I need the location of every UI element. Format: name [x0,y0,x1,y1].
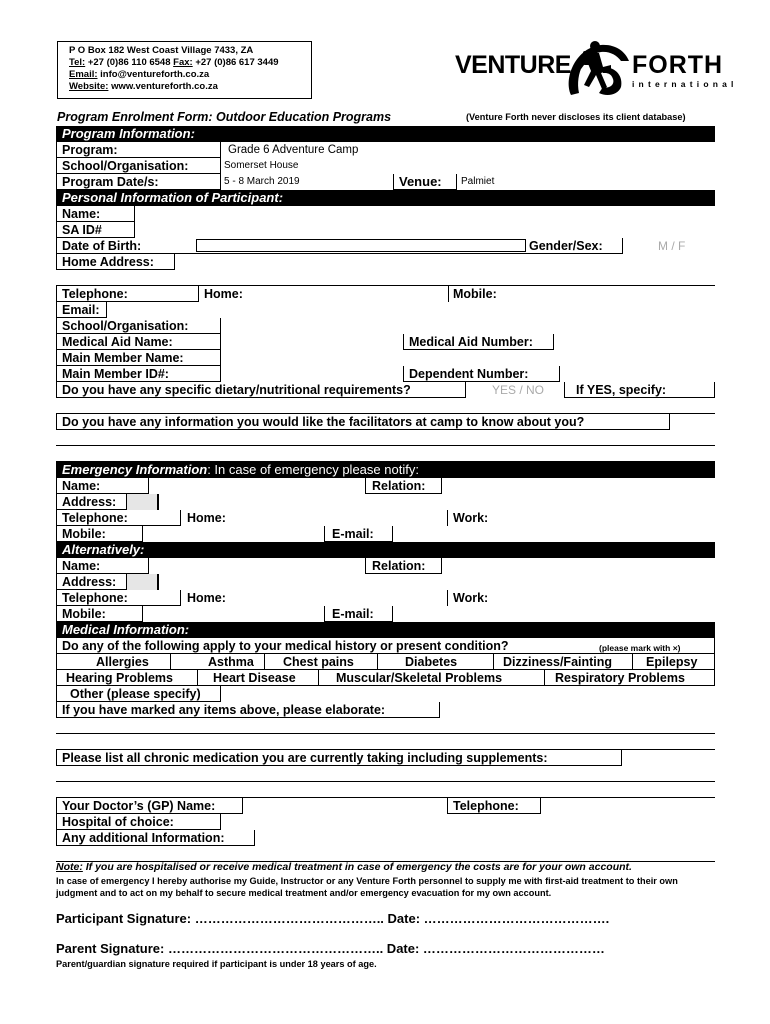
tel-value: +27 (0)86 110 6548 [87,57,171,68]
consent-text: In case of emergency I hereby authorise my Guide, Instructor or any Venture Forth personnel to supply me with first-aid treatment to their own judgment and to act on my behalf to secure medical treatment and/or emergency evacuation for my own account. [56,876,678,898]
note-text: If you are hospitalised or receive medical treatment in case of emergency the costs are for your own account. [82,861,632,873]
section-participant [56,190,715,206]
dietary-question: Do you have any specific dietary/nutritional requirements? [62,383,411,397]
gender-label: Gender/Sex: [529,239,603,253]
doctor-label: Your Doctor’s (GP) Name: [62,799,216,813]
alt-telephone-divider [447,590,448,606]
em-address-label: Address: [62,495,117,509]
divider [493,654,494,670]
alt-telephone-row [56,590,715,606]
em-name-row [56,478,715,494]
alt-name-label: Name: [62,559,101,573]
alt-work-label: Work: [453,591,489,605]
additional-label: Any additional Information: [62,831,225,845]
contact-box [57,41,312,99]
em-mobile-row [56,526,715,542]
conditions-row-2 [56,670,715,686]
email-field[interactable] [106,302,715,318]
if-yes-label: If YES, specify: [576,383,667,397]
hiker-icon [563,37,633,99]
elaborate-row-3[interactable] [56,734,715,750]
dietary-row [56,382,715,398]
sa-id-label: SA ID# [62,223,102,237]
chronic-label: Please list all chronic medication you are currently taking including supplements: [62,751,548,765]
other-row [56,686,715,702]
condition-diabetes[interactable]: Diabetes [405,655,458,669]
telephone-row [56,286,715,302]
website-label: Website: [69,81,109,92]
school-org-row [56,318,715,334]
em-mobile-field[interactable] [142,526,325,542]
medical-aid-row [56,334,715,350]
enrolment-form [56,126,715,862]
medical-question-row [56,638,715,654]
dates-value: 5 - 8 March 2019 [224,176,300,187]
gender-options: M / F [658,239,686,253]
venue-label: Venue: [399,174,442,189]
em-address-row [56,494,715,510]
school-label: School/Organisation: [62,159,189,173]
em-relation-label: Relation: [372,479,426,493]
condition-asthma[interactable]: Asthma [208,655,254,669]
alt-telephone-label: Telephone: [62,591,128,605]
privacy-note: (Venture Forth never discloses its client database) [466,112,686,122]
condition-epilepsy[interactable]: Epilepsy [646,655,698,669]
address-row [56,254,715,270]
alt-email-field[interactable] [392,606,715,622]
dependent-field[interactable] [559,366,715,382]
doctor-telephone-label: Telephone: [453,799,519,813]
divider [318,670,319,686]
condition-heart[interactable]: Heart Disease [213,671,296,685]
chronic-row [56,750,715,766]
logo-word-international: international [632,79,738,89]
email-row [56,302,715,318]
em-home-label: Home: [187,511,226,525]
hospital-cost-note [56,861,632,873]
alt-header: Alternatively: [62,542,145,557]
chronic-row-3[interactable] [56,782,715,798]
hospital-field[interactable] [220,814,715,830]
condition-respiratory[interactable]: Respiratory Problems [555,671,685,685]
logo-word-forth: FORTH [632,51,724,79]
address-row-2[interactable] [56,270,715,286]
name-label: Name: [62,207,101,221]
em-name-label: Name: [62,479,101,493]
em-name-field[interactable] [148,478,366,494]
medical-header: Medical Information: [62,622,190,637]
website-value: www.ventureforth.co.za [111,81,218,92]
divider [197,670,198,686]
alt-email-label: E-mail: [332,607,374,621]
additional-row-2[interactable] [56,846,715,862]
contact-phone-line [69,57,311,69]
contact-website-line [69,81,311,93]
sa-id-row [56,222,715,238]
dietary-yes-no: YES / NO [492,383,545,397]
main-member-label: Main Member Name: [62,351,184,365]
other-label: Other (please specify) [70,687,201,701]
alt-mobile-row [56,606,715,622]
mark-hint: (please mark with ×) [599,643,681,653]
program-value: Grade 6 Adventure Camp [228,144,359,156]
emergency-header-rest: : In case of emergency please notify: [207,462,419,477]
em-mobile-label: Mobile: [62,527,106,541]
hospital-label: Hospital of choice: [62,815,174,829]
fax-value: +27 (0)86 617 3449 [195,57,279,68]
medical-question: Do any of the following apply to your medical history or present condition? [62,639,509,653]
elaborate-row-2[interactable] [56,718,715,734]
dates-row [56,174,715,190]
section-title: Program Information: [62,126,195,141]
em-telephone-label: Telephone: [62,511,128,525]
divider [170,654,171,670]
em-email-field[interactable] [392,526,715,542]
main-member-id-field[interactable] [220,366,404,382]
address-label: Home Address: [62,255,154,269]
alt-mobile-label: Mobile: [62,607,106,621]
alt-address-shade [126,574,158,590]
main-member-id-row [56,366,715,382]
condition-dizziness[interactable]: Dizziness/Fainting [503,655,613,669]
additional-field[interactable] [254,830,715,846]
em-telephone-row [56,510,715,526]
alt-name-field[interactable] [148,558,366,574]
section-medical [56,622,715,638]
conditions-row-1 [56,654,715,670]
alt-relation-field[interactable] [441,558,715,574]
school-org-field[interactable] [220,318,715,334]
main-member-field[interactable] [220,350,715,366]
medical-aid-field[interactable] [220,334,404,350]
section-program-info [56,126,715,142]
chronic-row-2[interactable] [56,766,715,782]
medical-aid-label: Medical Aid Name: [62,335,173,349]
school-value: Somerset House [224,160,299,171]
emergency-title [62,463,419,477]
facilitators-field[interactable] [669,414,715,430]
facilitators-row-3[interactable] [56,446,715,462]
additional-row [56,830,715,846]
logo-word-venture: VENTURE [455,51,571,79]
tel-label: Tel: [69,57,86,68]
em-address-shade [126,494,158,510]
telephone-divider [448,286,449,302]
alt-address-row [56,574,715,590]
email-label: Email: [62,303,100,317]
medical-aid-number-label: Medical Aid Number: [409,335,533,349]
address-field[interactable] [174,254,715,270]
home-label: Home: [204,287,243,301]
alt-name-row [56,558,715,574]
section-alternatively [56,542,715,558]
condition-hearing[interactable]: Hearing Problems [66,671,173,685]
elaborate-field[interactable] [439,702,715,718]
mobile-label: Mobile: [453,287,497,301]
sa-id-field[interactable] [134,222,715,238]
divider [632,654,633,670]
condition-muscular[interactable]: Muscular/Skeletal Problems [336,671,503,685]
program-label: Program: [62,143,118,157]
dietary-specify-row[interactable] [56,398,715,414]
school-row [56,158,715,174]
doctor-row [56,798,715,814]
medical-aid-number-field[interactable] [553,334,715,350]
em-address-field[interactable] [158,494,715,510]
email-value: info@ventureforth.co.za [100,69,210,80]
em-relation-field[interactable] [441,478,715,494]
form-title: Program Enrolment Form: Outdoor Education Programs [57,110,392,124]
venture-forth-logo [455,37,738,99]
alt-mobile-field[interactable] [142,606,325,622]
other-field[interactable] [220,686,715,702]
venue-field[interactable] [456,174,715,190]
name-row [56,206,715,222]
guardian-footnote: Parent/guardian signature required if participant is under 18 years of age. [56,959,377,969]
email-label: Email: [69,69,98,80]
elaborate-row [56,702,715,718]
doctor-telephone-field[interactable] [540,798,715,814]
dob-field[interactable] [196,239,526,252]
facilitators-row [56,414,715,430]
divider [377,654,378,670]
program-row [56,142,715,158]
alt-home-label: Home: [187,591,226,605]
telephone-label: Telephone: [62,287,128,301]
em-email-label: E-mail: [332,527,374,541]
school-org-label: School/Organisation: [62,319,189,333]
em-telephone-divider [447,510,448,526]
emergency-header: Emergency Information [62,462,208,477]
main-member-id-label: Main Member ID#: [62,367,169,381]
venue-value: Palmiet [461,176,495,187]
dates-label: Program Date/s: [62,175,159,189]
contact-address: P O Box 182 West Coast Village 7433, ZA [69,45,254,56]
fax-label: Fax: [173,57,193,68]
section-title: Personal Information of Participant: [62,190,284,205]
section-emergency [56,462,715,478]
alt-address-label: Address: [62,575,117,589]
alt-address-field[interactable] [158,574,715,590]
main-member-row [56,350,715,366]
facilitators-row-2[interactable] [56,430,715,446]
divider [544,670,545,686]
participant-signature-line[interactable]: Participant Signature: …………………………………….. Date: ……………………………………. [56,911,610,926]
dependent-label: Dependent Number: [409,367,529,381]
alt-relation-label: Relation: [372,559,426,573]
dob-row [56,238,715,254]
elaborate-label: If you have marked any items above, please elaborate: [62,703,386,717]
condition-chest-pains[interactable]: Chest pains [283,655,354,669]
dob-label: Date of Birth: [62,239,142,253]
doctor-field[interactable] [242,798,448,814]
chronic-field[interactable] [621,750,715,766]
parent-signature-line[interactable]: Parent Signature: ………………………………………….. Date: …………………………………… [56,941,605,956]
name-field[interactable] [134,206,715,222]
condition-allergies[interactable]: Allergies [96,655,149,669]
note-label: Note: [56,861,83,873]
contact-email-line [69,69,311,81]
facilitators-question: Do you have any information you would like the facilitators at camp to know about you? [62,415,585,429]
em-work-label: Work: [453,511,489,525]
hospital-row [56,814,715,830]
divider [264,654,265,670]
